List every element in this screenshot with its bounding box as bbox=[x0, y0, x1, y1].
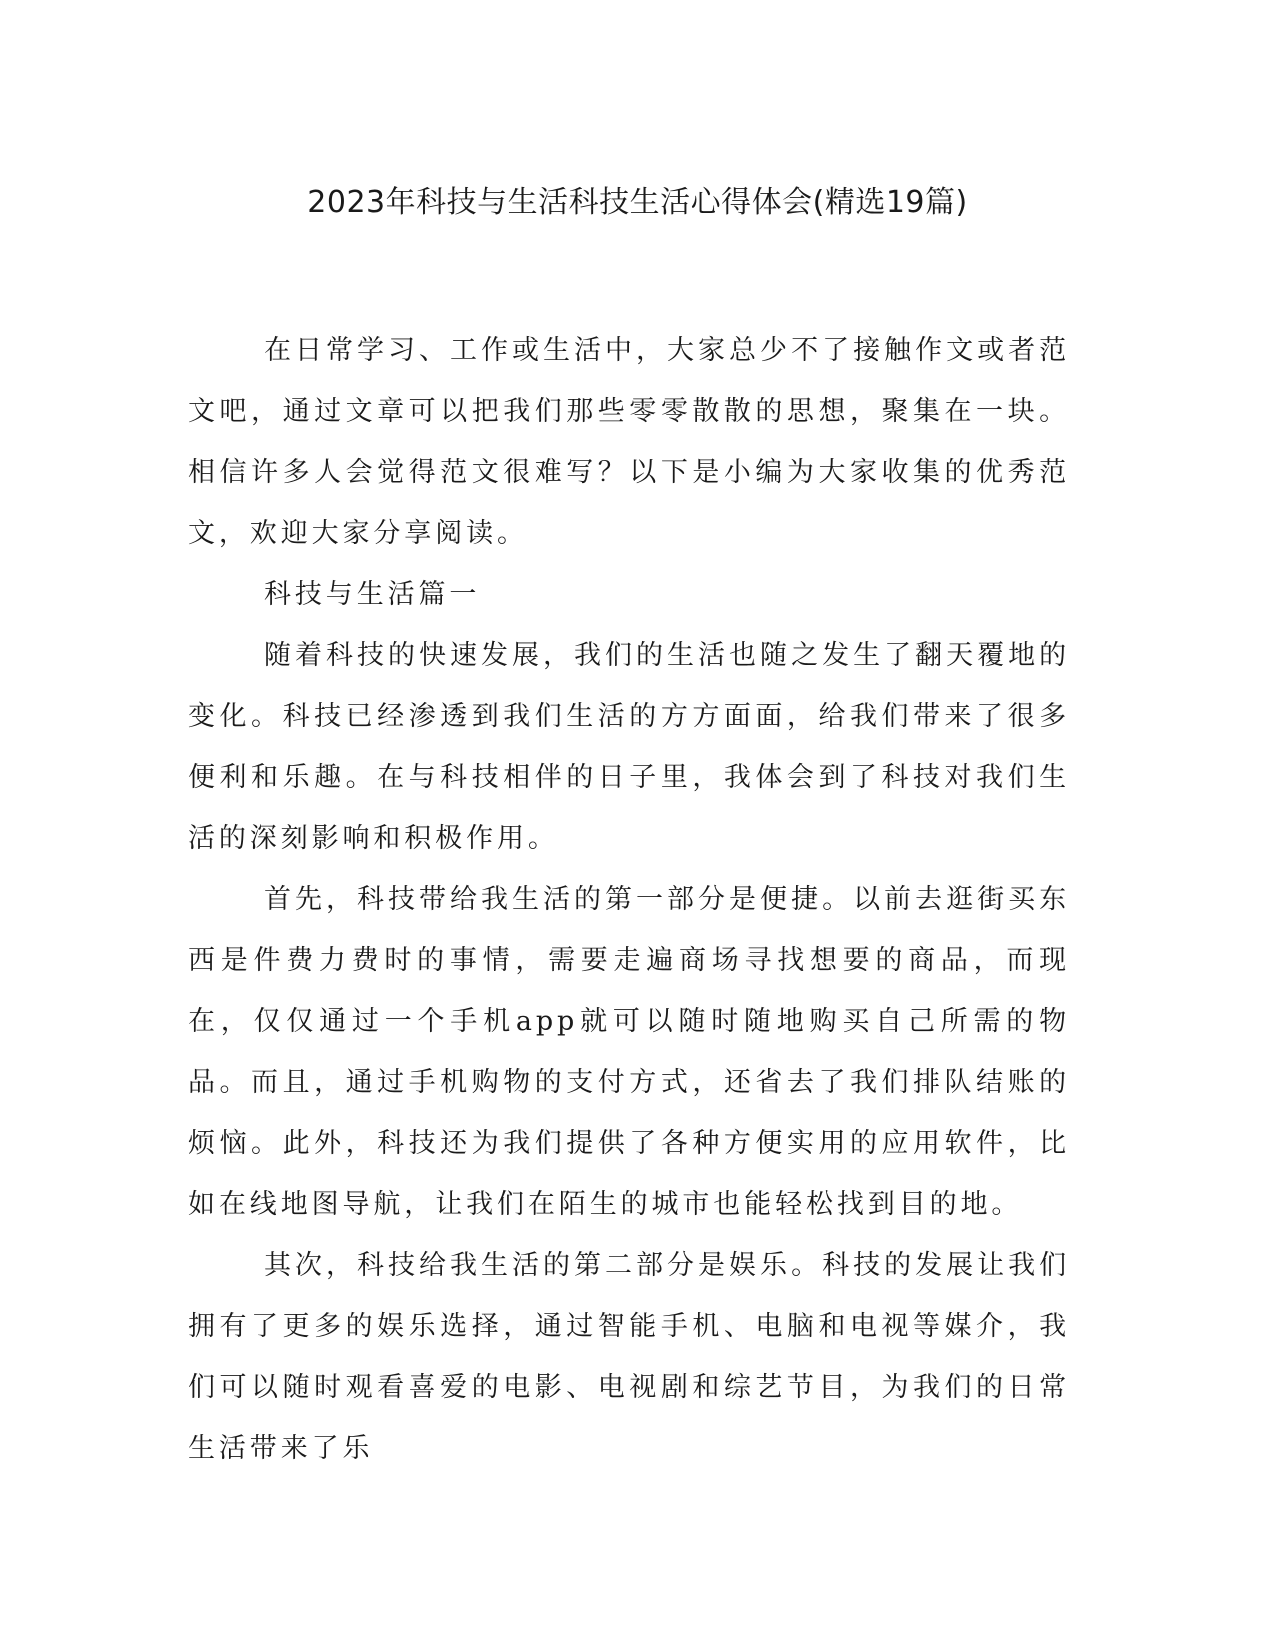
section-heading: 科技与生活篇一 bbox=[264, 579, 481, 610]
body-paragraph: 首先，科技带给我生活的第一部分是便捷。以前去逛街买东西是件费力费时的事情，需要走遍商场寻找想要的商品，而现在，仅仅通过一个手机app就可以随时随地购买自己所需的物品。而且，通过手机购物的支付方式，还省去了我们排队结账的烦恼。此外，科技还为我们提供了各种方便实用的应用软件，比如在线地图导航，让我们在陌生的城市也能轻松找到目的地。 bbox=[188, 884, 1070, 1220]
body-paragraph: 其次，科技给我生活的第二部分是娱乐。科技的发展让我们拥有了更多的娱乐选择，通过智能手机、电脑和电视等媒介，我们可以随时观看喜爱的电影、电视剧和综艺节目，为我们的日常生活带来了乐 bbox=[188, 1250, 1070, 1464]
document-body bbox=[188, 320, 1070, 1479]
document-title: 2023年科技与生活科技生活心得体会(精选19篇) bbox=[307, 185, 968, 220]
body-paragraph: 随着科技的快速发展，我们的生活也随之发生了翻天覆地的变化。科技已经渗透到我们生活的方方面面，给我们带来了很多便利和乐趣。在与科技相伴的日子里，我体会到了科技对我们生活的深刻影响和积极作用。 bbox=[188, 640, 1070, 854]
intro-paragraph: 在日常学习、工作或生活中，大家总少不了接触作文或者范文吧，通过文章可以把我们那些零零散散的思想，聚集在一块。相信许多人会觉得范文很难写？以下是小编为大家收集的优秀范文，欢迎大家分享阅读。 bbox=[188, 335, 1070, 549]
